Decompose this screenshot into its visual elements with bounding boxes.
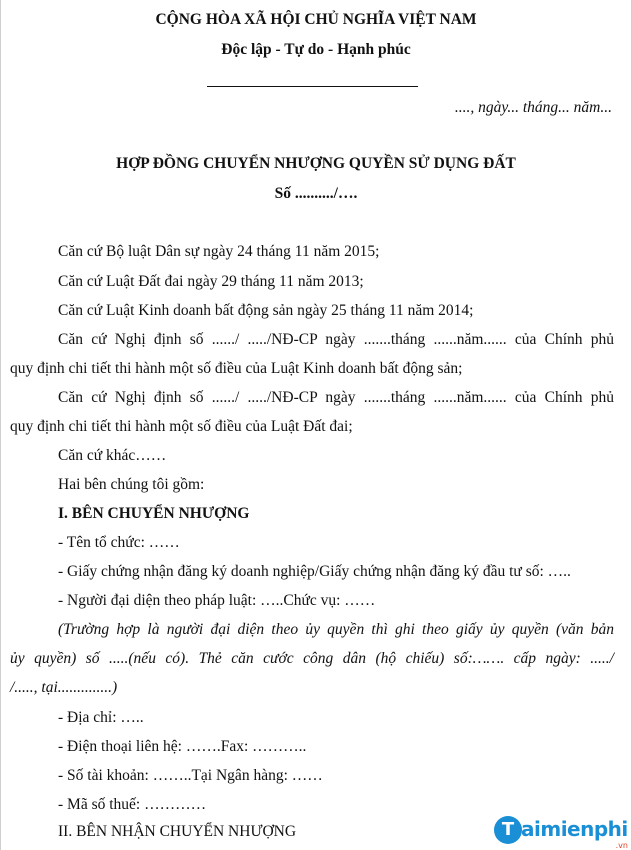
- tax-code: - Mã số thuế: …………: [58, 796, 207, 813]
- country-heading: CỘNG HÒA XÃ HỘI CHỦ NGHĨA VIỆT NAM: [155, 11, 477, 28]
- place-date: ...., ngày... tháng... năm...: [454, 99, 612, 116]
- phone-fax: - Điện thoại liên hệ: …….Fax: ………..: [58, 738, 307, 755]
- contract-title: HỢP ĐỒNG CHUYỂN NHƯỢNG QUYỀN SỬ DỤNG ĐẤT: [116, 155, 516, 172]
- logo-text: aimienphi: [521, 817, 628, 841]
- basis-decree-1-line1: Căn cứ Nghị định số ....../ ...../NĐ-CP ngày .......tháng ......năm...... của Chính phủ: [58, 331, 614, 348]
- motto-underline: [207, 86, 418, 87]
- address: - Địa chỉ: …..: [58, 709, 144, 726]
- logo-suffix: .vn: [615, 841, 628, 850]
- org-name: - Tên tổ chức: ……: [58, 534, 180, 551]
- basis-decree-1-line2: quy định chi tiết thi hành một số điều của Luật Kinh doanh bất động sản;: [10, 360, 463, 377]
- authorization-note-line1: (Trường hợp là người đại diện theo ủy quyền thì ghi theo giấy ủy quyền (văn bản: [58, 621, 614, 638]
- authorization-note-line2: ủy quyền) số .....(nếu có). Thẻ căn cước công dân (hộ chiếu) số:……. cấp ngày: ...../: [10, 650, 614, 667]
- motto: Độc lập - Tự do - Hạnh phúc: [221, 41, 411, 58]
- watermark-logo: [494, 814, 630, 848]
- contract-number: Số ........../….: [274, 185, 358, 202]
- registration-certificate: - Giấy chứng nhận đăng ký doanh nghiệp/Giấy chứng nhận đăng ký đầu tư số: …..: [58, 563, 571, 580]
- basis-land-law: Căn cứ Luật Đất đai ngày 29 tháng 11 năm 2013;: [58, 273, 364, 290]
- section-1-heading: I. BÊN CHUYỂN NHƯỢNG: [58, 505, 250, 522]
- bank-account: - Số tài khoản: ……..Tại Ngân hàng: ……: [58, 767, 323, 784]
- legal-representative: - Người đại diện theo pháp luật: …..Chức vụ: ……: [58, 592, 376, 609]
- basis-other: Căn cứ khác……: [58, 447, 167, 464]
- page-border-left: [0, 0, 1, 850]
- logo-mark: T: [494, 816, 522, 844]
- authorization-note-line3: /....., tại..............): [10, 679, 118, 696]
- basis-real-estate-law: Căn cứ Luật Kinh doanh bất động sản ngày 25 tháng 11 năm 2014;: [58, 302, 474, 319]
- basis-decree-2-line1: Căn cứ Nghị định số ....../ ...../NĐ-CP ngày .......tháng ......năm...... của Chính phủ: [58, 389, 614, 406]
- section-2-heading: II. BÊN NHẬN CHUYỂN NHƯỢNG: [58, 823, 297, 840]
- basis-decree-2-line2: quy định chi tiết thi hành một số điều của Luật Đất đai;: [10, 418, 353, 435]
- basis-civil-code: Căn cứ Bộ luật Dân sự ngày 24 tháng 11 năm 2015;: [58, 243, 380, 260]
- parties-intro: Hai bên chúng tôi gồm:: [58, 476, 205, 493]
